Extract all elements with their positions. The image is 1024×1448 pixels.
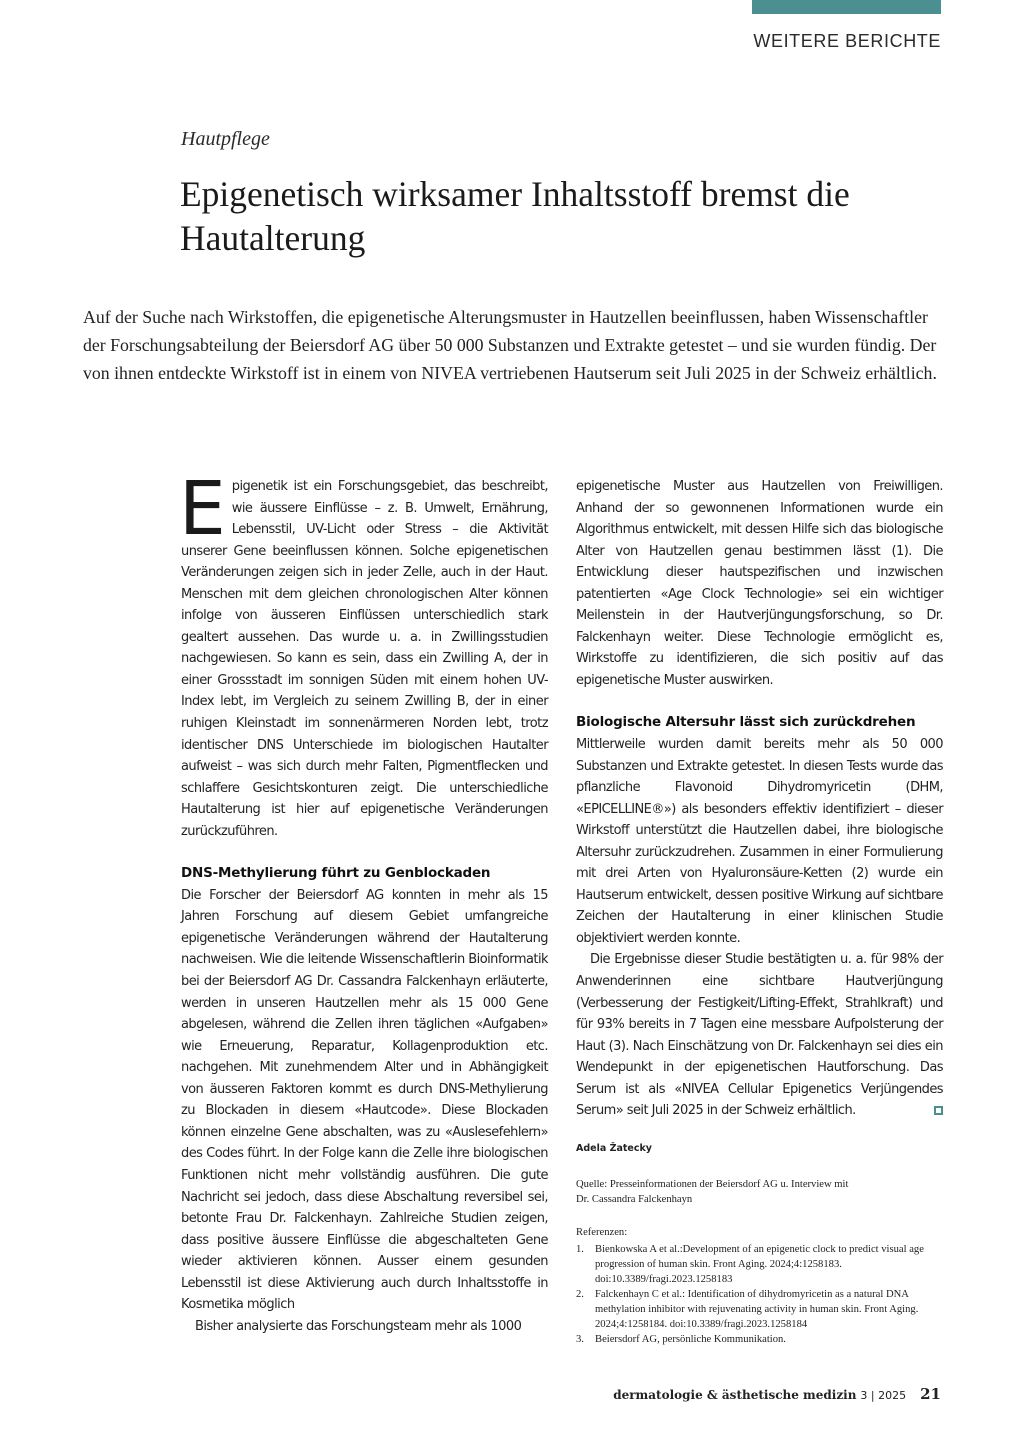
drop-cap: E — [179, 466, 226, 552]
paragraph-results — [576, 949, 943, 1121]
paragraph-algorithm-continued: epigenetische Muster aus Hautzellen von Freiwilligen. Anhand der so gewonnenen Informationen wurde ein Algorithmus entwickelt, mit dessen Hilfe sich das biologische Alter von Hautzellen genau bestimmen lässt (1). Die Entwicklung dieser hautspezifischen und inzwischen patentierten «Age Clock Technologie» sei ein wichtiger Meilenstein in der Hautverjüngungsforschung, so Dr. Falckenhayn weiter. Diese Technologie ermöglicht es, Wirkstoffe zu identifizieren, die sich positiv auf das epigenetische Muster auswirken. — [576, 479, 943, 688]
references-list — [576, 1242, 943, 1347]
text-column-left — [179, 466, 548, 1337]
article-kicker: Hautpflege — [181, 128, 270, 150]
reference-number: 1. — [576, 1244, 584, 1256]
paragraph-tests: Mittlerweile wurden damit bereits mehr als 50 000 Substanzen und Extrakte getestet. In diesen Tests wurde das pflanzliche Flavonoid Dihydromyricetin (DHM, «EPICELLINE®») als besonders effektiv identifiziert – dieser Wirkstoff unterstützt die Hautzellen dabei, ihre biologische Altersuhr zurückzudrehen. Zusammen in einer Formulierung mit drei Arten von Hyaluronsäure-Ketten (2) wurde ein Hautserum entwickelt, dessen positive Wirkung auf sichtbare Zeichen der Hautalterung in einer klinischen Studie objektiviert werden konnte. — [576, 737, 943, 946]
issue-number: 3 | 2025 — [860, 1389, 907, 1402]
source-line-2: Dr. Cassandra Falckenhayn — [576, 1194, 693, 1206]
reference-text: Bienkowska A et al.:Development of an epigenetic clock to predict visual age progression of human skin. Front Aging. 2024;4:1258183. doi:10.3389/fragi.2023.1258183 — [595, 1244, 924, 1286]
accent-bar — [752, 0, 941, 14]
reference-text: Beiersdorf AG, persönliche Kommunikation. — [595, 1334, 786, 1346]
reference-item — [576, 1332, 943, 1347]
article-title: Epigenetisch wirksamer Inhaltsstoff bremst die Hautalterung — [180, 174, 850, 258]
author-name: Adela Žatecky — [576, 1142, 652, 1154]
reference-item — [576, 1242, 943, 1287]
end-of-article-icon — [934, 1106, 943, 1115]
paragraph-intro-text: pigenetik ist ein Forschungsgebiet, das beschreibt, wie äussere Einflüsse – z. B. Umwelt, Ernährung, Lebensstil, UV-Licht oder Stress – die Aktivität unserer Gene beeinflussen können. Solche epigenetischen Veränderungen zeigen sich in jeder Zelle, auch in der Haut. Menschen mit dem gleichen chronologischen Alter können infolge von äusseren Einflüssen unterschiedlich stark gealtert aussehen. Das wurde u. a. in Zwillingsstudien nachgewiesen. So kann es sein, dass ein Zwilling A, der in einer Grossstadt im sonnigen Süden mit einem hohen UV-Index lebt, im Vergleich zu seinem Zwilling B, der in einer ruhigen Kleinstadt im sonnenärmeren Norden lebt, trotz identischer DNS Unterschiede im biologischen Hautalter aufweist – was sich durch mehr Falten, Pigmentflecken und schlaffere Gesichtskonturen zeigt. Die unterschiedliche Hautalterung ist hier auf epigenetische Veränderungen zurückzuführen. — [181, 479, 548, 839]
reference-number: 2. — [576, 1289, 584, 1301]
subheading-dns-methylation: DNS-Methylierung führt zu Genblockaden — [181, 865, 491, 882]
article-lead: Auf der Suche nach Wirkstoffen, die epigenetische Alterungsmuster in Hautzellen beeinflussen, haben Wissenschaftler der Forschungsabteilung der Beiersdorf AG über 50 000 Substanzen und Extrakte getestet – und sie wurden fündig. Der von ihnen entdeckte Wirkstoff ist in einem von NIVEA vertriebenen Hautserum seit Juli 2025 in der Schweiz erhältlich. — [83, 307, 937, 383]
section-label: WEITERE BERICHTE — [753, 31, 941, 51]
paragraph-intro — [179, 466, 548, 842]
paragraph-algorithm-start — [181, 1316, 548, 1338]
references-label: Referenzen: — [576, 1227, 628, 1239]
source-note — [576, 1177, 943, 1207]
subheading-age-clock: Biologische Altersuhr lässt sich zurückdrehen — [576, 714, 916, 731]
reference-item — [576, 1287, 943, 1332]
paragraph-algorithm-text: Bisher analysierte das Forschungsteam mehr als 1000 — [195, 1318, 522, 1334]
page-footer — [613, 1385, 941, 1403]
reference-number: 3. — [576, 1334, 584, 1346]
text-column-right — [576, 476, 943, 1347]
reference-text: Falckenhayn C et al.: Identification of dihydromyricetin as a natural DNA methylation inhibitor with rejuvenating activity in human skin. Front Aging. 2024;4:1258184. doi:10.3389/fragi.2023.1258184 — [595, 1289, 919, 1331]
paragraph-research: Die Forscher der Beiersdorf AG konnten in mehr als 15 Jahren Forschung auf diesem Gebiet umfangreiche epigenetische Veränderungen während der Hautalterung nachweisen. Wie die leitende Wissenschaftlerin Bioinformatik bei der Beiersdorf AG Dr. Cassandra Falckenhayn erläuterte, werden in unseren Hautzellen mehr als 15 000 Gene abgelesen, während die Zellen ihren täglichen «Aufgaben» wie Erneuerung, Reparatur, Kollagenproduktion etc. nachgehen. Mit zunehmendem Alter und in Abhängigkeit von äusseren Faktoren kommt es durch DNS-Methylierung zu Blockaden in diesem «Hautcode». Diese Blockaden können einzelne Gene abschalten, was zu «Auslesefehlern» des Codes führt. In der Folge kann die Zelle ihre biologischen Funktionen nicht mehr vollständig ausführen. Die gute Nachricht sei jedoch, dass diese Abschaltung reversibel sei, betonte Frau Dr. Falckenhayn. Zahlreiche Studien zeigen, dass positive äussere Einflüsse die abgeschalteten Gene wieder aktivieren können. Ausser einem gesunden Lebensstil ist diese Aktivierung auch durch Inhaltsstoffe in Kosmetika möglich — [181, 887, 548, 1313]
source-line-1: Quelle: Presseinformationen der Beiersdorf AG u. Interview mit — [576, 1179, 849, 1191]
page-number: 21 — [920, 1385, 941, 1403]
paragraph-results-text: Die Ergebnisse dieser Studie bestätigten u. a. für 98% der Anwenderinnen eine sichtbare Hautverjüngung (Verbesserung der Festigkeit/Lifting-Effekt, Strahlkraft) und für 93% bereits in 7 Tagen eine messbare Aufpolsterung der Haut (3). Nach Einschätzung von Dr. Falckenhayn sei dies ein Wendepunkt in der epigenetischen Hautforschung. Das Serum ist als «NIVEA Cellular Epigenetics Verjüngendes Serum» seit Juli 2025 in der Schweiz erhältlich. — [576, 952, 943, 1119]
journal-name: dermatologie & ästhetische medizin — [613, 1388, 857, 1402]
